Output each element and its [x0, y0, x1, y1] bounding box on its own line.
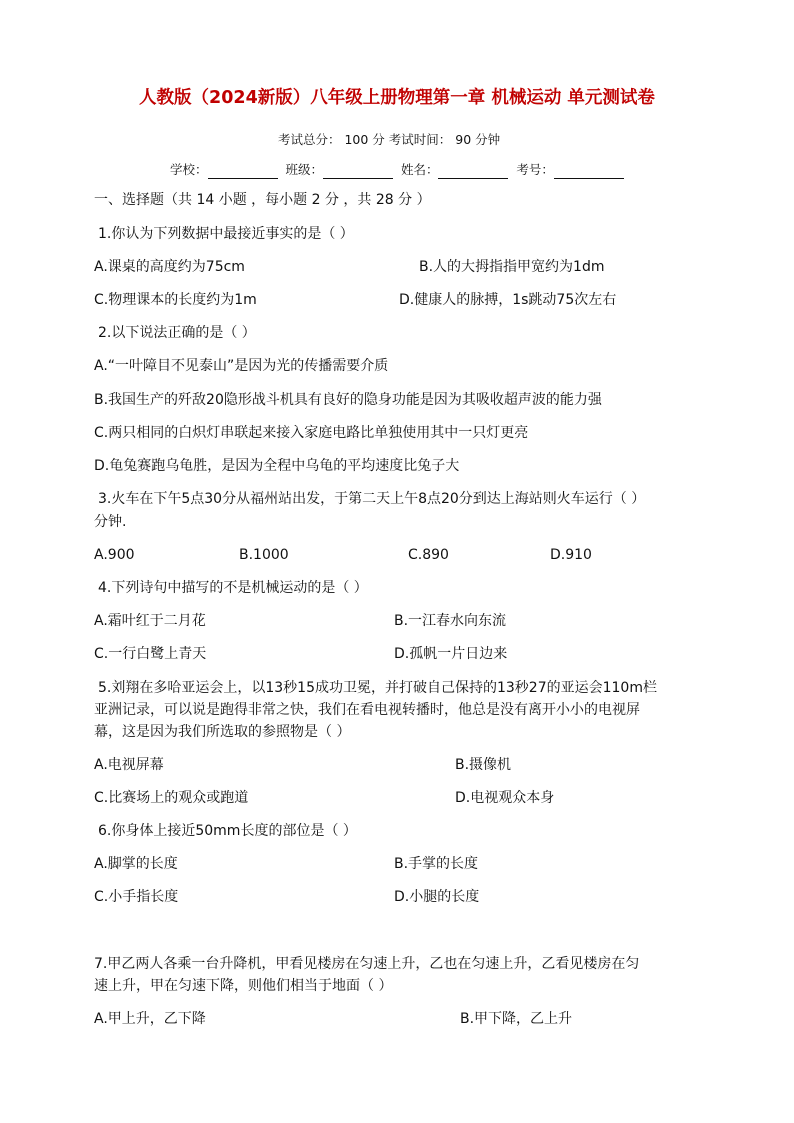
name-blank[interactable] [438, 164, 508, 179]
page-title: 人教版（2024新版）八年级上册物理第一章 机械运动 单元测试卷 [139, 88, 655, 108]
option-c: C.两只相同的白炽灯串联起来接入家庭电路比单独使用其中一只灯更亮 [94, 425, 529, 441]
question-stem-line1: 7.甲乙两人各乘一台升降机，甲看见楼房在匀速上升，乙也在匀速上升，乙看见楼房在匀 [94, 956, 640, 972]
question-stem-line1: 3.火车在下午5点30分从福州站出发，于第二天上午8点20分到达上海站则火车运行（ ） [98, 491, 646, 507]
option-d: D.电视观众本身 [455, 790, 555, 806]
school-label: 学校： [170, 162, 208, 177]
option-b: B.一江春水向东流 [394, 613, 507, 629]
option-c: C.比赛场上的观众或跑道 [94, 790, 249, 806]
exam-info: 考试总分： 100 分 考试时间： 90 分钟 [278, 132, 501, 147]
class-blank[interactable] [323, 164, 393, 179]
option-b: B.人的大拇指指甲宽约为1dm [419, 259, 605, 275]
option-a: A.霜叶红于二月花 [94, 613, 206, 629]
school-blank[interactable] [208, 164, 278, 179]
question-stem-line1: 5.刘翔在多哈亚运会上，以13秒15成功卫冕，并打破自己保持的13秒27的亚运会110m栏 [98, 680, 657, 696]
option-a: A.900 [94, 547, 135, 563]
id-blank[interactable] [554, 164, 624, 179]
option-b: B.甲下降，乙上升 [460, 1011, 573, 1027]
option-c: C.小手指长度 [94, 889, 179, 905]
option-a: A.电视屏幕 [94, 757, 164, 773]
question-stem: 2.以下说法正确的是（ ） [98, 325, 256, 341]
question-stem-line2: 速上升，甲在匀速下降，则他们相当于地面（ ） [94, 978, 393, 994]
question-stem-line2: 亚洲记录，可以说是跑得非常之快，我们在看电视转播时，他总是没有离开小小的电视屏 [94, 702, 640, 718]
section-heading: 一、选择题（共 14 小题 ，每小题 2 分 ，共 28 分 ） [94, 192, 431, 208]
option-a: A.甲上升，乙下降 [94, 1011, 206, 1027]
question-stem-line3: 幕，这是因为我们所选取的参照物是（ ） [94, 724, 351, 740]
question-stem: 6.你身体上接近50mm长度的部位是（ ） [98, 823, 357, 839]
option-a: A.课桌的高度约为75cm [94, 259, 245, 275]
option-c: C.890 [408, 547, 449, 563]
option-d: D.910 [550, 547, 592, 563]
option-d: D.孤帆一片日边来 [394, 646, 508, 662]
option-c: C.物理课本的长度约为1m [94, 292, 257, 308]
option-a: A.脚掌的长度 [94, 856, 178, 872]
student-info-row [170, 161, 624, 179]
option-a: A.“一叶障目不见泰山”是因为光的传播需要介质 [94, 358, 389, 374]
option-d: D.健康人的脉搏，1s跳动75次左右 [399, 292, 617, 308]
question-stem-line2: 分钟. [94, 514, 127, 530]
option-b: B.1000 [239, 547, 289, 563]
option-c: C.一行白鹭上青天 [94, 646, 207, 662]
option-b: B.我国生产的歼敌20隐形战斗机具有良好的隐身功能是因为其吸收超声波的能力强 [94, 392, 602, 408]
name-label: 姓名： [400, 162, 439, 177]
question-stem: 1.你认为下列数据中最接近事实的是（ ） [98, 226, 354, 242]
class-label: 班级： [285, 162, 323, 177]
option-d: D.龟兔赛跑乌龟胜，是因为全程中乌龟的平均速度比兔子大 [94, 458, 460, 474]
option-d: D.小腿的长度 [394, 889, 480, 905]
id-label: 考号： [516, 162, 554, 177]
question-stem: 4.下列诗句中描写的不是机械运动的是（ ） [98, 580, 368, 596]
option-b: B.摄像机 [455, 757, 512, 773]
option-b: B.手掌的长度 [394, 856, 479, 872]
